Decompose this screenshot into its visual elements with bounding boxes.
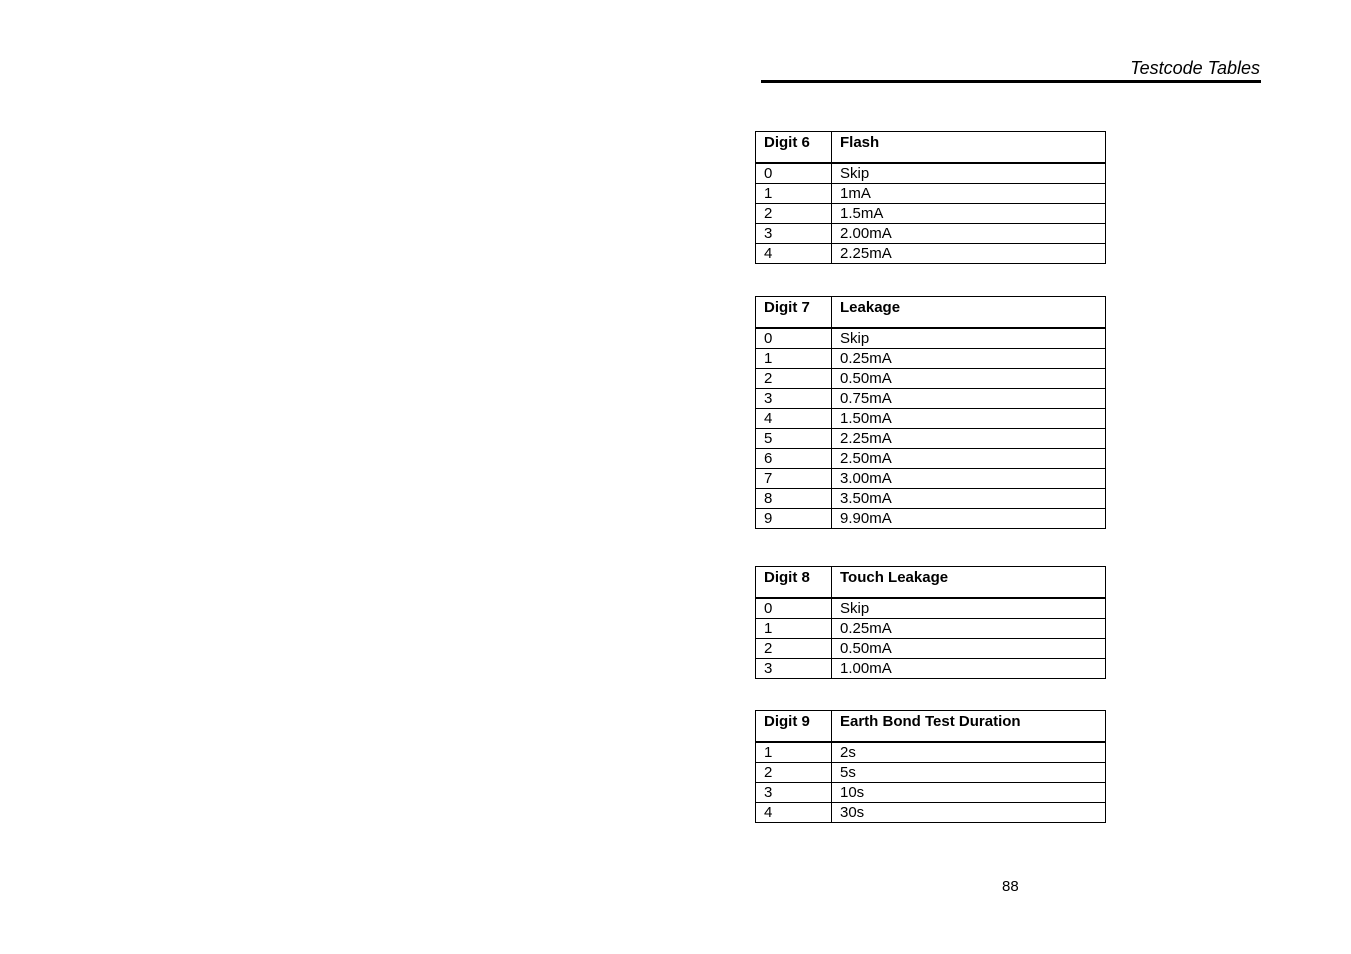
table-heading: Earth Bond Test Duration bbox=[832, 711, 1106, 743]
table-row bbox=[756, 639, 1106, 659]
code-cell: 3 bbox=[756, 659, 832, 679]
code-cell: 1 bbox=[756, 742, 832, 763]
digit-8-table bbox=[755, 566, 1106, 679]
code-cell: 8 bbox=[756, 489, 832, 509]
code-cell: 0 bbox=[756, 163, 832, 184]
code-cell: 4 bbox=[756, 409, 832, 429]
table-row bbox=[756, 598, 1106, 619]
digit-6-table bbox=[755, 131, 1106, 264]
code-cell: 3 bbox=[756, 389, 832, 409]
value-cell: 0.25mA bbox=[832, 349, 1106, 369]
table-row bbox=[756, 328, 1106, 349]
value-cell: 1.5mA bbox=[832, 204, 1106, 224]
table-row bbox=[756, 742, 1106, 763]
value-cell: 9.90mA bbox=[832, 509, 1106, 529]
value-cell: 3.00mA bbox=[832, 469, 1106, 489]
digit-label: Digit 9 bbox=[756, 711, 832, 743]
value-cell: 10s bbox=[832, 783, 1106, 803]
table-row bbox=[756, 204, 1106, 224]
code-cell: 0 bbox=[756, 328, 832, 349]
table-row bbox=[756, 163, 1106, 184]
code-cell: 0 bbox=[756, 598, 832, 619]
value-cell: 0.50mA bbox=[832, 639, 1106, 659]
table-row bbox=[756, 184, 1106, 204]
digit-label: Digit 8 bbox=[756, 567, 832, 599]
table-header-row bbox=[756, 711, 1106, 743]
digit-label: Digit 6 bbox=[756, 132, 832, 164]
code-cell: 3 bbox=[756, 224, 832, 244]
value-cell: 1mA bbox=[832, 184, 1106, 204]
table-row bbox=[756, 244, 1106, 264]
value-cell: 0.50mA bbox=[832, 369, 1106, 389]
code-cell: 2 bbox=[756, 204, 832, 224]
code-cell: 1 bbox=[756, 184, 832, 204]
table-heading: Flash bbox=[832, 132, 1106, 164]
table-row bbox=[756, 224, 1106, 244]
table-row bbox=[756, 489, 1106, 509]
value-cell: 2.00mA bbox=[832, 224, 1106, 244]
value-cell: Skip bbox=[832, 328, 1106, 349]
table-row bbox=[756, 763, 1106, 783]
code-cell: 2 bbox=[756, 369, 832, 389]
code-cell: 3 bbox=[756, 783, 832, 803]
table-heading: Touch Leakage bbox=[832, 567, 1106, 599]
table-row bbox=[756, 429, 1106, 449]
digit-9-table bbox=[755, 710, 1106, 823]
table-row bbox=[756, 389, 1106, 409]
table-row bbox=[756, 509, 1106, 529]
digit-7-table bbox=[755, 296, 1106, 529]
value-cell: 5s bbox=[832, 763, 1106, 783]
table-row bbox=[756, 349, 1106, 369]
value-cell: 3.50mA bbox=[832, 489, 1106, 509]
value-cell: 0.75mA bbox=[832, 389, 1106, 409]
value-cell: 1.00mA bbox=[832, 659, 1106, 679]
page-number: 88 bbox=[1002, 878, 1019, 895]
code-cell: 9 bbox=[756, 509, 832, 529]
table-header-row bbox=[756, 567, 1106, 599]
table-row bbox=[756, 659, 1106, 679]
code-cell: 5 bbox=[756, 429, 832, 449]
code-cell: 1 bbox=[756, 349, 832, 369]
table-row bbox=[756, 449, 1106, 469]
code-cell: 7 bbox=[756, 469, 832, 489]
header-rule bbox=[761, 80, 1261, 83]
table-row bbox=[756, 619, 1106, 639]
value-cell: 0.25mA bbox=[832, 619, 1106, 639]
table-heading: Leakage bbox=[832, 297, 1106, 329]
value-cell: 2.25mA bbox=[832, 429, 1106, 449]
table-row bbox=[756, 369, 1106, 389]
digit-label: Digit 7 bbox=[756, 297, 832, 329]
code-cell: 4 bbox=[756, 803, 832, 823]
table-row bbox=[756, 803, 1106, 823]
value-cell: 2s bbox=[832, 742, 1106, 763]
table-row bbox=[756, 409, 1106, 429]
value-cell: Skip bbox=[832, 163, 1106, 184]
value-cell: 1.50mA bbox=[832, 409, 1106, 429]
value-cell: 2.25mA bbox=[832, 244, 1106, 264]
value-cell: Skip bbox=[832, 598, 1106, 619]
code-cell: 2 bbox=[756, 639, 832, 659]
table-row bbox=[756, 469, 1106, 489]
code-cell: 1 bbox=[756, 619, 832, 639]
value-cell: 30s bbox=[832, 803, 1106, 823]
code-cell: 2 bbox=[756, 763, 832, 783]
table-row bbox=[756, 783, 1106, 803]
code-cell: 6 bbox=[756, 449, 832, 469]
table-header-row bbox=[756, 132, 1106, 164]
page-header-title: Testcode Tables bbox=[1130, 58, 1260, 78]
value-cell: 2.50mA bbox=[832, 449, 1106, 469]
code-cell: 4 bbox=[756, 244, 832, 264]
table-header-row bbox=[756, 297, 1106, 329]
